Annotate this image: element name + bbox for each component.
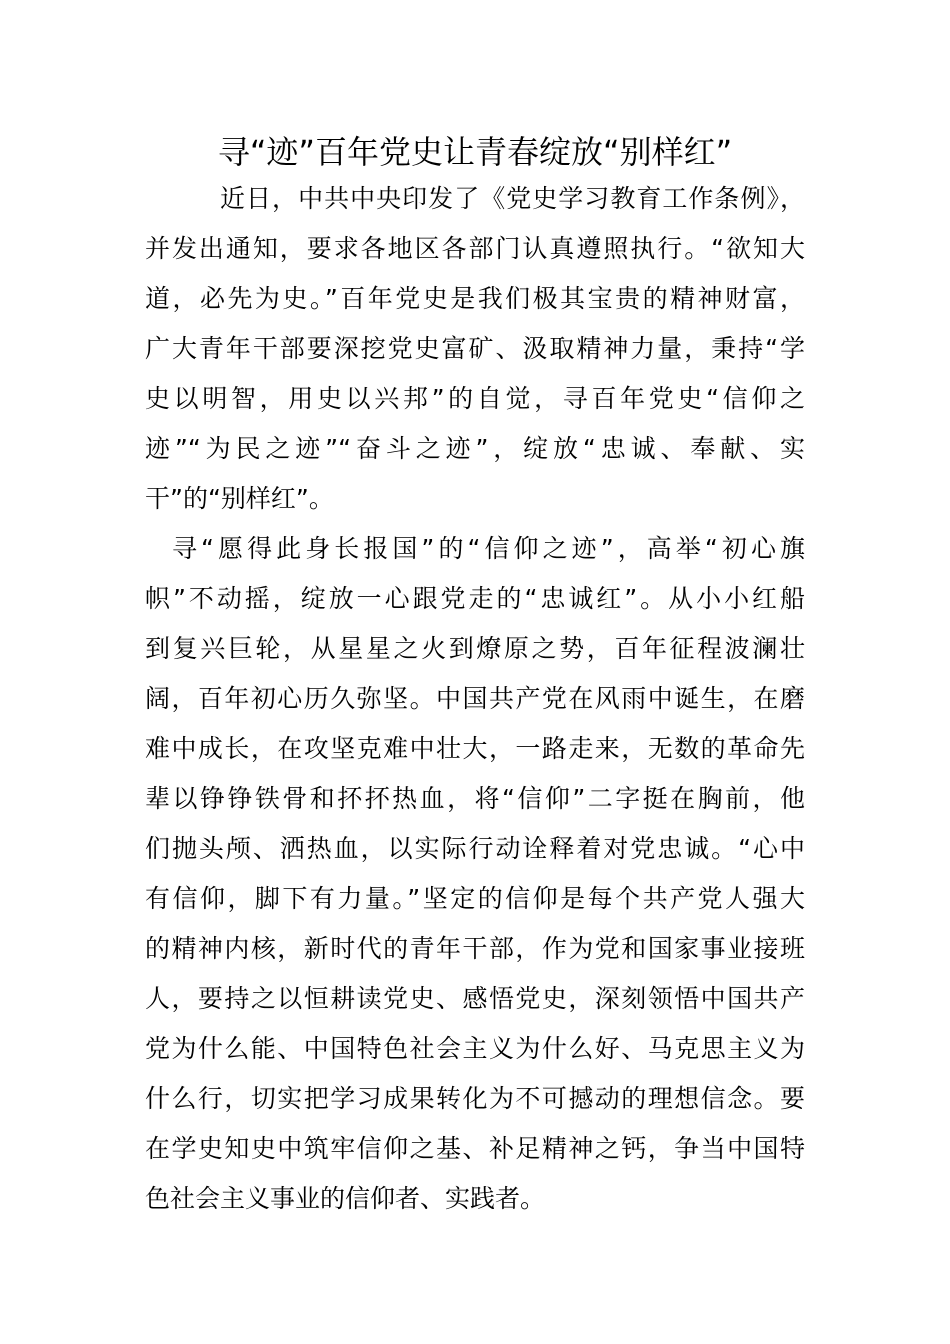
paragraph-2-line-6: 辈以铮铮铁骨和抔抔热血，将“信仰”二字挺在胸前，他 — [145, 784, 805, 813]
paragraph-2-line-14: 色社会主义事业的信仰者、实践者。 — [145, 1184, 546, 1213]
paragraph-2-line-8: 有信仰，脚下有力量。”坚定的信仰是每个共产党人强大 — [145, 884, 805, 913]
paragraph-2-line-5: 难中成长，在攻坚克难中壮大，一路走来，无数的革命先 — [145, 734, 805, 763]
paragraph-2-line-12: 什么行，切实把学习成果转化为不可撼动的理想信念。要 — [145, 1084, 805, 1113]
paragraph-2-line-7: 们抛头颅、洒热血，以实际行动诠释着对党忠诚。“心中 — [145, 834, 805, 863]
paragraph-1-line-6: 迹”“为民之迹”“奋斗之迹”，绽放“忠诚、奉献、实 — [145, 434, 805, 463]
paragraph-1-line-4: 广大青年干部要深挖党史富矿、汲取精神力量，秉持“学 — [145, 334, 805, 363]
paragraph-2-line-2: 帜”不动摇，绽放一心跟党走的“忠诚红”。从小小红船 — [145, 584, 805, 613]
paragraph-2-line-1: 寻“愿得此身长报国”的“信仰之迹”，高举“初心旗 — [172, 534, 805, 563]
paragraph-2-line-9: 的精神内核，新时代的青年干部，作为党和国家事业接班 — [145, 934, 805, 963]
paragraph-1-line-7: 干”的“别样红”。 — [145, 484, 334, 513]
paragraph-1-line-2: 并发出通知，要求各地区各部门认真遵照执行。“欲知大 — [145, 234, 805, 263]
paragraph-1-line-5: 史以明智，用史以兴邦”的自觉，寻百年党史“信仰之 — [145, 384, 805, 413]
paragraph-2-line-13: 在学史知史中筑牢信仰之基、补足精神之钙，争当中国特 — [145, 1134, 805, 1163]
paragraph-1-line-1: 近日，中共中央印发了《党史学习教育工作条例》， — [220, 184, 805, 213]
document-title: 寻“迹”百年党史让青春绽放“别样红” — [217, 133, 733, 171]
paragraph-1-line-3: 道，必先为史。”百年党史是我们极其宝贵的精神财富， — [145, 284, 805, 313]
paragraph-2-line-4: 阔，百年初心历久弥坚。中国共产党在风雨中诞生，在磨 — [145, 684, 805, 713]
paragraph-2-line-3: 到复兴巨轮，从星星之火到燎原之势，百年征程波澜壮 — [145, 634, 805, 663]
paragraph-2-line-11: 党为什么能、中国特色社会主义为什么好、马克思主义为 — [145, 1034, 805, 1063]
paragraph-2-line-10: 人，要持之以恒耕读党史、感悟党史，深刻领悟中国共产 — [145, 984, 805, 1013]
